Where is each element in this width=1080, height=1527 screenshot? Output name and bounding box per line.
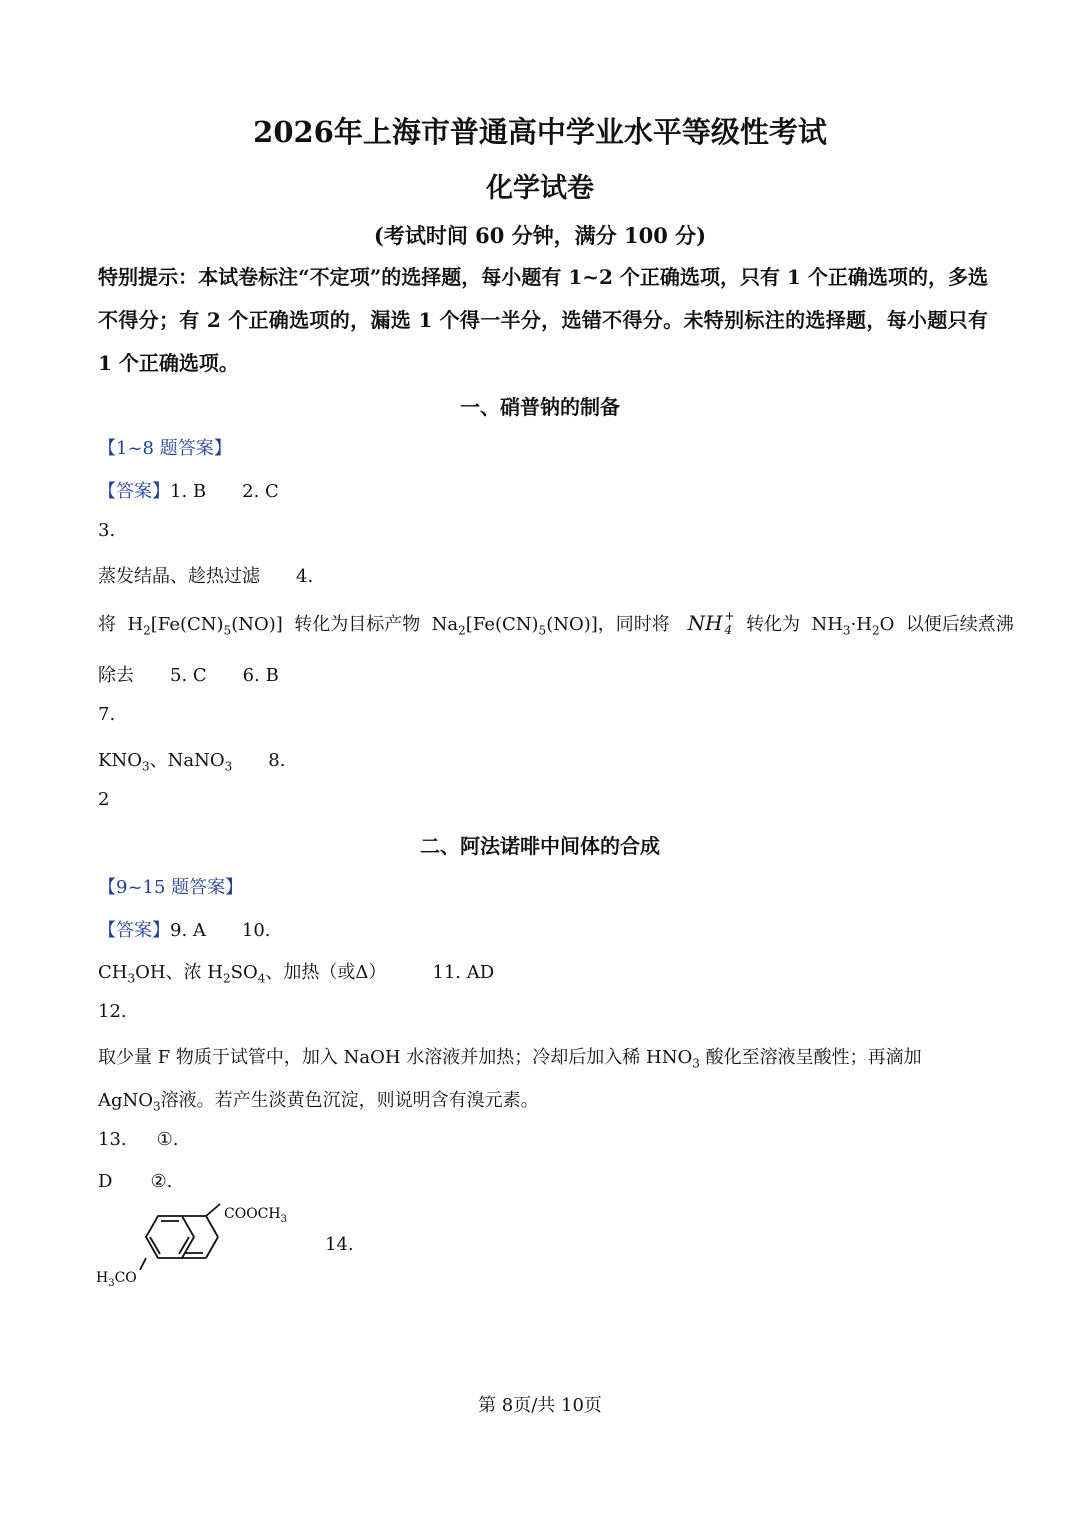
question-number-14: 14. [325, 1234, 354, 1255]
exam-info: (考试时间 60 分钟，满分 100 分) [373, 223, 707, 248]
answer-q5: 5. C [170, 665, 207, 686]
blank-1: ①. [156, 1129, 179, 1150]
text: 以便后续煮沸 [905, 614, 1014, 635]
answer-tag: 【答案】 [98, 481, 170, 502]
answer-tag: 【答案】 [98, 920, 170, 941]
answer-q10: $CH_3OH$、浓 $H_2SO_4$、加热（或Δ） [98, 962, 387, 986]
formula-h2fe: $H_2[Fe(CN)_5(NO)]$ [127, 614, 283, 638]
answer-q4-line2 [98, 661, 279, 687]
mol-substituent-och3: $H_3CO$ [96, 1270, 137, 1289]
section-title-2: 二、阿法诺啡中间体的合成 [420, 834, 660, 858]
question-number-13: 13. [98, 1129, 127, 1150]
answer-line-9 [98, 916, 271, 942]
page-number: 第 8页/共 10页 [478, 1395, 602, 1416]
answer-q4-line1 [98, 610, 1014, 638]
answer-q13-1: D [98, 1171, 113, 1192]
question-number-7: 7. [98, 704, 116, 725]
answer-line-13 [98, 1129, 179, 1150]
formula-na2fe: $Na_2[Fe(CN)_5(NO)]$，同时将 [431, 614, 670, 638]
paper-subtitle: 化学试卷 [486, 173, 594, 204]
text: 转化为目标产物 [294, 614, 421, 635]
formula-kno3-nano3: $KNO_3$、NaNO$_3$ [98, 750, 233, 774]
answer-q8: 2 [98, 789, 110, 810]
question-number-10: 10. [241, 920, 271, 941]
answer-line-3 [98, 562, 313, 588]
section-title-1: 一、硝普钠的制备 [460, 395, 620, 419]
answer-q12-line1: 取少量 F 物质于试管中，加入 NaOH 水溶液并加热；冷却后加入稀 $HNO_3$ 酸化至溶液呈酸性；再滴加 [98, 1047, 922, 1071]
answer-q2: 2. C [242, 481, 279, 502]
answer-q11: 11. AD [432, 962, 495, 983]
answer-line-7 [98, 746, 285, 774]
answers-tag-1-8: 【1~8 题答案】 [98, 438, 232, 459]
answers-tag-9-15: 【9~15 题答案】 [98, 877, 244, 898]
answer-q3: 蒸发结晶、趁热过滤 [98, 566, 260, 587]
question-number-8: 8. [268, 750, 286, 771]
blank-2: ②. [150, 1171, 173, 1192]
answer-line-1 [98, 477, 279, 503]
molecule-structure [90, 1200, 310, 1290]
formula-nh4: NH + 4 [687, 608, 735, 637]
answer-q12-line2: AgNO$_3$溶液。若产生淡黄色沉淀，则说明含有溴元素。 [98, 1090, 539, 1114]
answer-q9: 9. A [170, 920, 206, 941]
answer-q1: 1. B [170, 481, 207, 502]
mol-substituent-coo: $COOCH_3$ [224, 1206, 287, 1225]
formula-nh3h2o: $NH_3\cdot H_2O$ [811, 614, 895, 638]
text: 除去 [98, 665, 134, 686]
question-number-4: 4. [296, 566, 314, 587]
special-notice: 特别提示：本试卷标注“不定项”的选择题，每小题有 1~2 个正确选项，只有 1 个正确选项的，多选不得分；有 2 个正确选项的，漏选 1 个得一半分，选错不得分。未特别标注的选择题，每小题只有 1 个正确选项。 [98, 265, 988, 375]
exam-title: 2026年上海市普通高中学业水平等级性考试 [253, 115, 827, 149]
answer-q6: 6. B [242, 665, 279, 686]
answer-line-13b [98, 1171, 172, 1192]
question-number-12: 12. [98, 1001, 127, 1022]
question-number-3: 3. [98, 520, 116, 541]
text: 将 [98, 614, 116, 635]
text: 转化为 [745, 614, 800, 635]
answer-line-10 [98, 958, 494, 986]
